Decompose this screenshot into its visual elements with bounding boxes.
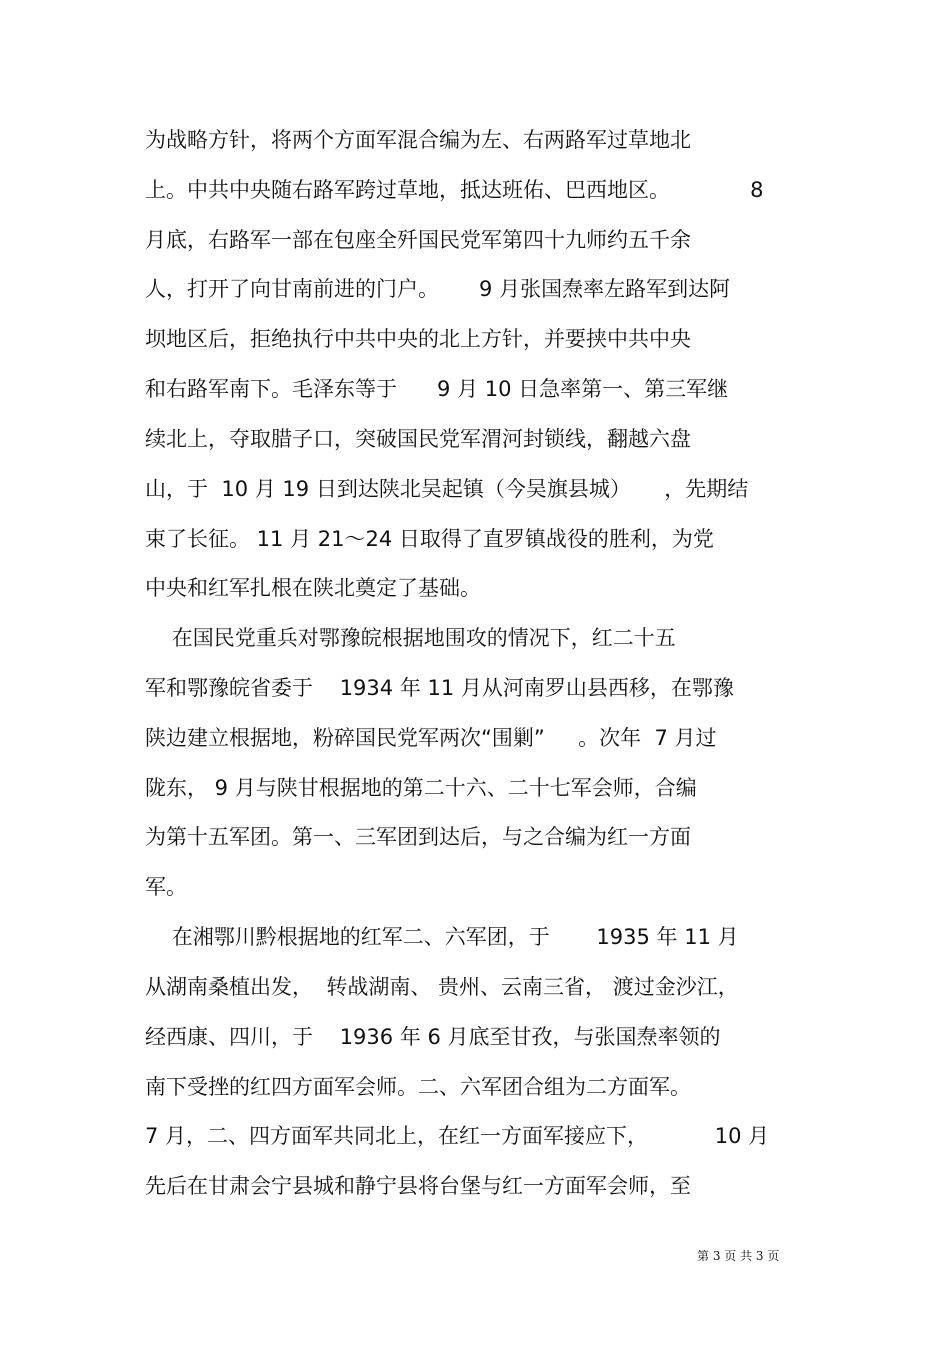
text-line: 军。 bbox=[145, 875, 187, 899]
text-line: 7 月，二、四方面军共同北上，在红一方面军接应下， 10 月 bbox=[145, 1124, 770, 1148]
text-line: 中央和红军扎根在陕北奠定了基础。 bbox=[145, 576, 481, 600]
text-line: 山，于 10 月 19 日到达陕北吴起镇（今吴旗县城） ，先期结 bbox=[145, 477, 749, 501]
text-line: 坝地区后，拒绝执行中共中央的北上方针，并要挟中共中央 bbox=[145, 327, 691, 351]
paragraph-start-line: 在国民党重兵对鄂豫皖根据地围攻的情况下，红二十五 bbox=[145, 626, 676, 650]
text-line: 和右路军南下。毛泽东等于 9 月 10 日急率第一、第三军继 bbox=[145, 377, 729, 401]
text-line: 人，打开了向甘南前进的门户。 9 月张国焘率左路军到达阿 bbox=[145, 277, 731, 301]
text-line: 军和鄂豫皖省委于 1934 年 11 月从河南罗山县西移，在鄂豫 bbox=[145, 676, 734, 700]
text-line: 先后在甘肃会宁县城和静宁县将台堡与红一方面军会师，至 bbox=[145, 1174, 691, 1198]
text-line: 为战略方针，将两个方面军混合编为左、右两路军过草地北 bbox=[145, 128, 691, 152]
paragraph-start-line: 在湘鄂川黔根据地的红军二、六军团，于 1935 年 11 月 bbox=[145, 925, 739, 949]
page-number-footer: 第 3 页 共 3 页 bbox=[697, 1249, 780, 1263]
text-line: 月底，右路军一部在包座全歼国民党军第四十九师约五千余 bbox=[145, 228, 691, 252]
text-line: 从湖南桑植出发， 转战湖南、 贵州、云南三省， 渡过金沙江， bbox=[145, 975, 739, 999]
text-line: 为第十五军团。第一、三军团到达后，与之合编为红一方面 bbox=[145, 825, 691, 849]
text-line: 上。中共中央随右路军跨过草地，抵达班佑、巴西地区。 8 bbox=[145, 178, 764, 202]
text-line: 束了长征。 11 月 21～24 日取得了直罗镇战役的胜利，为党 bbox=[145, 527, 714, 551]
text-line: 南下受挫的红四方面军会师。二、六军团合组为二方面军。 bbox=[145, 1075, 691, 1099]
text-line: 陇东， 9 月与陕甘根据地的第二十六、二十七军会师，合编 bbox=[145, 776, 697, 800]
text-line: 陕边建立根据地，粉碎国民党军两次“围剿” 。次年 7 月过 bbox=[145, 726, 717, 750]
text-line: 续北上，夺取腊子口，突破国民党军渭河封锁线，翻越六盘 bbox=[145, 427, 691, 451]
text-line: 经西康、四川，于 1936 年 6 月底至甘孜，与张国焘率领的 bbox=[145, 1025, 721, 1049]
